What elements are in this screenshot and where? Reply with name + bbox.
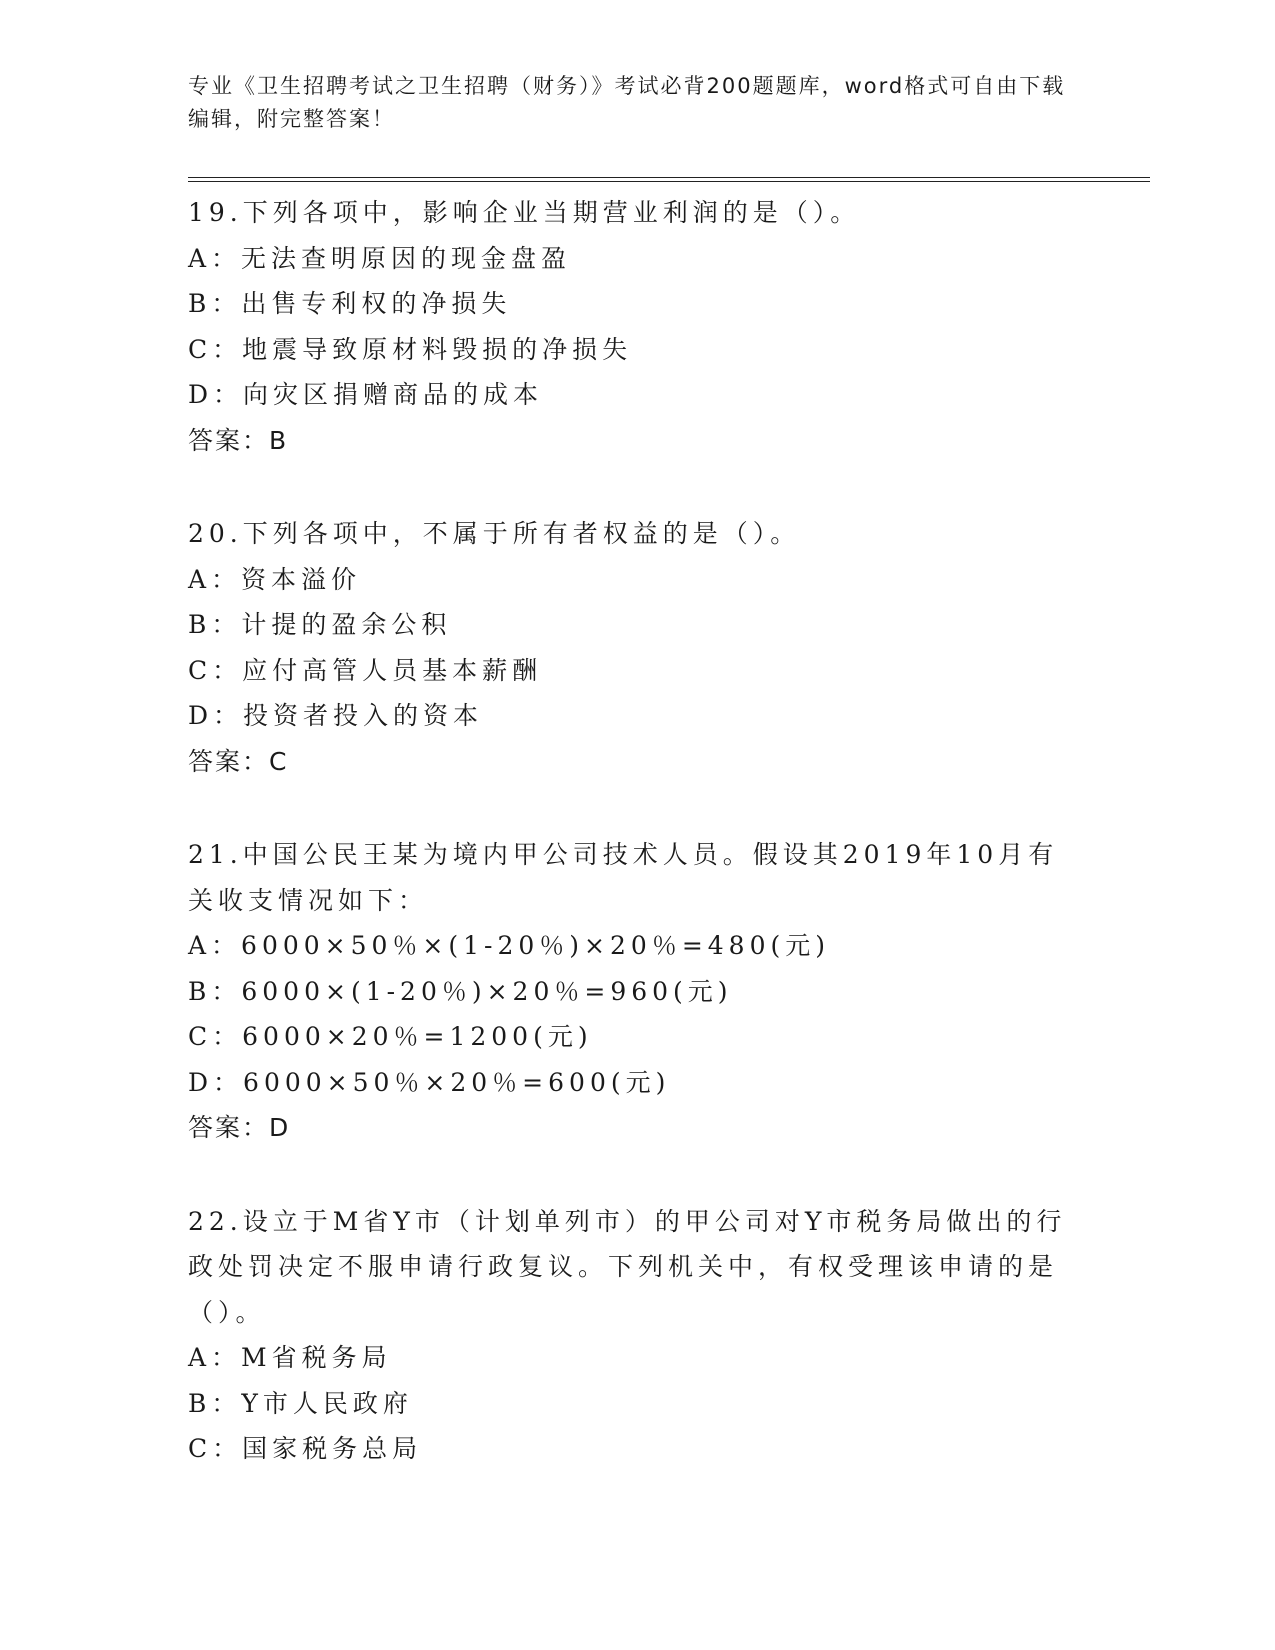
option-b: B：计提的盈余公积 <box>188 610 452 639</box>
option-c: C：国家税务总局 <box>188 1434 423 1463</box>
question-stem: 21.中国公民王某为境内甲公司技术人员。假设其2019年10月有关收支情况如下： <box>188 840 1059 915</box>
option-c: C：6000×20％=1200(元) <box>188 1022 593 1051</box>
question-stem: 22.设立于M省Y市（计划单列市）的甲公司对Y市税务局做出的行政处罚决定不服申请行政复议。下列机关中，有权受理该申请的是（）。 <box>188 1206 1067 1327</box>
question-22 <box>188 1199 1088 1472</box>
question-stem: 19.下列各项中，影响企业当期营业利润的是（）。 <box>188 198 861 227</box>
option-c: C：应付高管人员基本薪酬 <box>188 655 543 685</box>
answer-line: 答案：C <box>188 746 289 776</box>
question-stem: 20.下列各项中，不属于所有者权益的是（）。 <box>188 519 801 548</box>
option-a: A：6000×50％×(1-20％)×20％=480(元) <box>188 931 830 960</box>
answer-line: 答案：B <box>188 425 289 455</box>
question-21 <box>188 832 1088 1151</box>
option-a: A：M省税务局 <box>188 1343 392 1372</box>
header-double-rule <box>188 177 1150 182</box>
question-list <box>188 190 1088 1520</box>
option-d: D：6000×50％×20％=600(元) <box>188 1067 671 1097</box>
option-b: B：6000×(1-20％)×20％=960(元) <box>188 976 733 1006</box>
document-header: 专业《卫生招聘考试之卫生招聘（财务）》考试必背200题题库，word格式可自由下载编辑，附完整答案！ <box>188 74 1066 131</box>
option-d: D：向灾区捐赠商品的成本 <box>188 380 544 409</box>
option-b: B：出售专利权的净损失 <box>188 289 512 318</box>
option-d: D：投资者投入的资本 <box>188 701 484 730</box>
question-20 <box>188 511 1088 784</box>
option-a: A：资本溢价 <box>188 564 362 594</box>
option-a: A：无法查明原因的现金盘盈 <box>188 243 572 273</box>
question-19 <box>188 190 1088 463</box>
option-b: B：Y市人民政府 <box>188 1388 413 1418</box>
answer-line: 答案：D <box>188 1113 291 1142</box>
option-c: C：地震导致原材料毁损的净损失 <box>188 334 633 364</box>
